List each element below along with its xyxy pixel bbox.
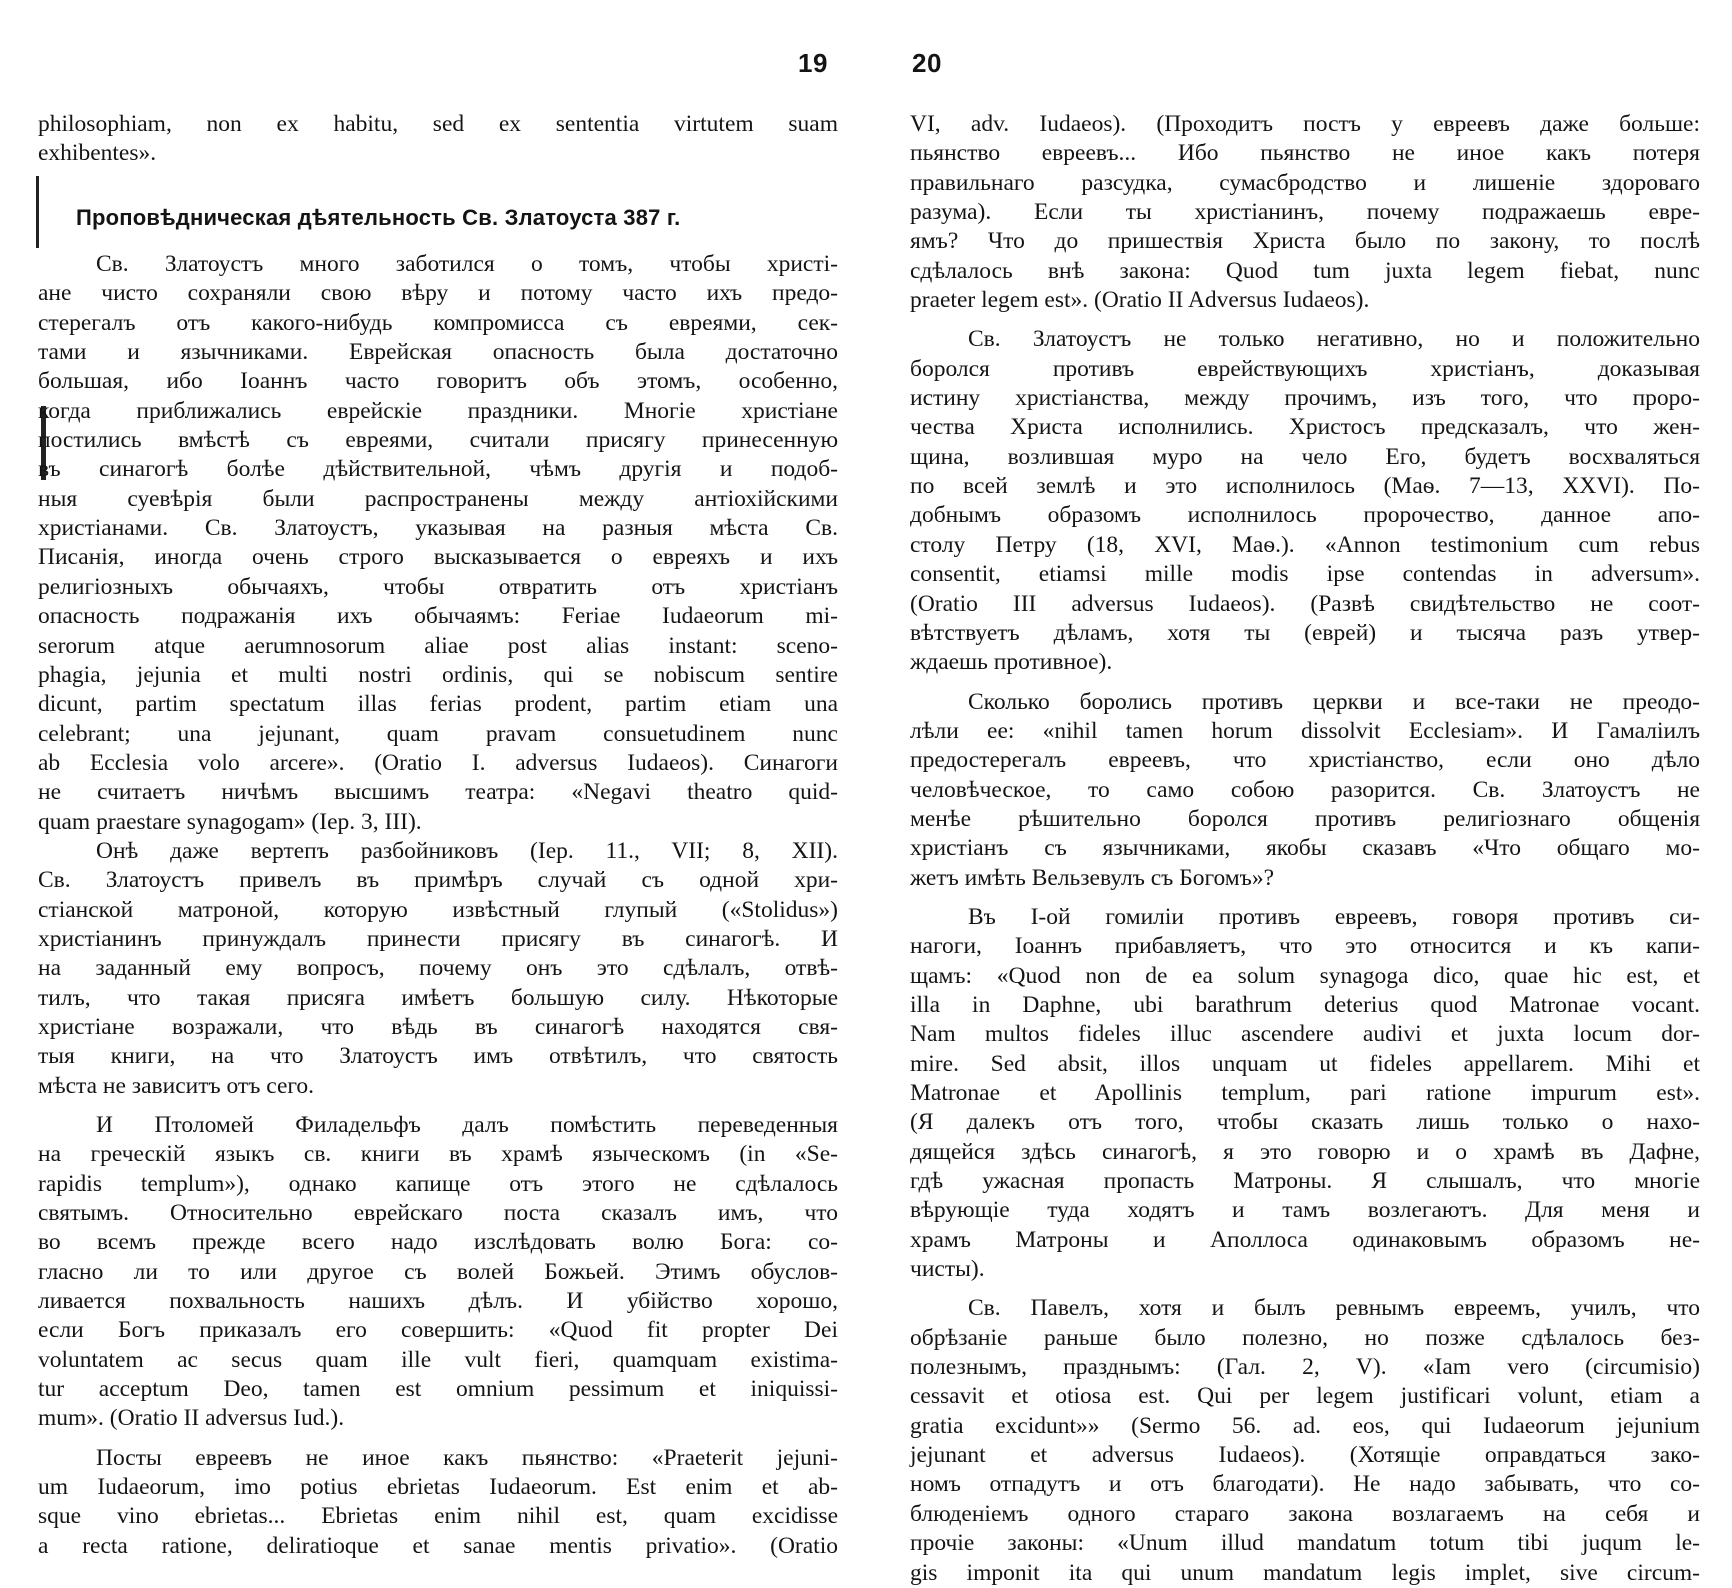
text-line: mire. Sed absit, illos unquam ut fideles appellarem. Mihi et — [910, 1050, 1700, 1077]
text-line: если Богъ приказалъ его совершить: «Quod fit propter Dei — [38, 1317, 838, 1344]
text-line: consentit, etiamsi mille modis ipse contendas in adversum». — [910, 561, 1700, 588]
text-line: ане чисто сохраняли свою вѣру и потому часто ихъ предо- — [38, 280, 838, 307]
text-line: гласно ли то или другое съ волей Божьей. Этимъ обуслов- — [38, 1258, 838, 1285]
text-line: во всемъ прежде всего надо изслѣдовать волю Бога: со- — [38, 1229, 838, 1256]
text-line: dicunt, partim spectatum illas ferias prodent, partim etiam una — [38, 691, 838, 718]
text-line: стiанской матроной, которую извѣстный глупый («Stolidus») — [38, 896, 838, 923]
text-line: нагоги, Iоаннъ прибавляетъ, что это относится и къ капи- — [910, 933, 1700, 960]
text-line: большая, ибо Iоаннъ часто говоритъ объ этомъ, особенно, — [38, 368, 838, 395]
text-line: (Я далекъ отъ того, чтобы сказать лишь только о нахо- — [910, 1109, 1700, 1136]
text-line: jejunant et adversus Iudaeos). (Хотящiе оправдаться зако- — [910, 1442, 1700, 1469]
text-line: Сколько боролись противъ церкви и все-таки не преодо- — [968, 688, 1700, 715]
text-line: христiанами. Св. Златоустъ, указывая на разныя мѣста Св. — [38, 515, 838, 542]
text-line: gratia excidunt»» (Sermo 56. ad. eos, qui Iudaeorum jejunium — [910, 1412, 1700, 1439]
text-line: обрѣзанiе раньше было полезно, но позже сдѣлалось без- — [910, 1324, 1700, 1351]
text-line: voluntatem ac secus quam ille vult fieri, quamquam existima- — [38, 1346, 838, 1373]
text-line: Св. Златоустъ не только негативно, но и положительно — [968, 326, 1700, 353]
text-line: правильнаго разсудка, сумасбродство и лишенiе здороваго — [910, 169, 1700, 196]
text-line: опасность подражанiя ихъ обычаямъ: Feriae Iudaeorum mi- — [38, 603, 838, 630]
text-line: вѣтствуетъ дѣламъ, хотя ты (еврей) и тысяча разъ утвер- — [910, 619, 1700, 646]
text-line: христiанъ съ язычниками, якобы сказавъ «Что общаго мо- — [910, 835, 1700, 862]
text-line: Matronae et Apollinis templum, pari ratione impurum est». — [910, 1080, 1700, 1106]
text-line: тилъ, что такая присяга имѣетъ большую силу. Нѣкоторые — [38, 984, 838, 1011]
text-line: celebrant; una jejunant, quam pravam consuetudinem nunc — [38, 720, 838, 747]
text-line: serorum atque aerumnosorum aliae post alias instant: sceno- — [38, 632, 838, 659]
text-line: боролся противъ еврействующихъ христiанъ, доказывая — [910, 355, 1700, 382]
text-line: Св. Златоустъ много заботился о томъ, чтобы христi- — [96, 251, 838, 278]
text-line: пьянство евреевъ... Ибо пьянство не иное какъ потеря — [910, 140, 1700, 167]
text-line: на греческiй языкъ св. книги въ храмѣ языческомъ (in «Se- — [38, 1141, 838, 1168]
text-line: святымъ. Относительно еврейскаго поста сказалъ имъ, что — [38, 1200, 838, 1227]
text-line: стерегалъ отъ какого-нибудь компромисса съ евреями, сек- — [38, 309, 838, 336]
text-line: mum». (Oratio II adversus Iud.). — [38, 1405, 345, 1432]
text-line: религiозныхъ обычаяхъ, чтобы отвратить отъ христiанъ — [38, 573, 838, 600]
text-line: Св. Павелъ, хотя и былъ ревнымъ евреемъ, училъ, что — [968, 1295, 1700, 1322]
text-line: въ синагогѣ болѣе дѣйствительной, чѣмъ другiя и подоб- — [38, 456, 838, 483]
text-line: sque vino ebrietas... Ebrietas enim nihil est, quam excidisse — [38, 1503, 838, 1530]
page-number-left: 19 — [798, 48, 828, 78]
text-line: Въ I-ой гомилiи противъ евреевъ, говоря противъ си- — [968, 903, 1700, 930]
text-line: по всей землѣ и это исполнилось (Маѳ. 7—13, XXVI). По- — [910, 473, 1700, 500]
text-line: щамъ: «Quod non de ea solum synagoga dico, quae hic est, et — [910, 962, 1700, 989]
text-line: тами и язычниками. Еврейская опасность была достаточно — [38, 339, 838, 366]
text-line: прочiе законы: «Unum illud mandatum totum tibi juqum le- — [910, 1530, 1700, 1557]
text-line: номъ отпадутъ и отъ благодати). Не надо забывать, что со- — [910, 1471, 1700, 1498]
text-line: блюденiемъ одного стараго закона возлагаемъ на себя и — [910, 1500, 1700, 1527]
text-line: дящейся здѣсь синагогѣ, я это говорю и о храмѣ въ Дафне, — [910, 1138, 1700, 1165]
text-line: предостерегалъ евреевъ, что христiанство, если оно дѣло — [910, 747, 1700, 774]
text-line: ливается похвальность нашихъ дѣлъ. И убiйство хорошо, — [38, 1288, 838, 1315]
text-line: (Oratio III adversus Iudaeos). (Развѣ свидѣтельство не соот- — [910, 590, 1700, 617]
text-line: a recta ratione, deliratioque et sanae mentis privatio». (Oratio — [38, 1532, 838, 1559]
text-line: когда приближались еврейскiе праздники. Многiе христiане — [38, 397, 838, 424]
text-line: чисты). — [910, 1256, 985, 1283]
text-line: человѣческое, то само собою разорится. Св. Златоустъ не — [910, 776, 1700, 803]
text-line: VI, adv. Iudaeos). (Проходитъ постъ у евреевъ даже больше: — [910, 111, 1700, 137]
text-line: христiанинъ принуждалъ принести присягу въ синагогѣ. И — [38, 925, 838, 952]
text-line: ныя суевѣрiя были распространены между антiохiйскими — [38, 485, 838, 512]
text-line: тыя книги, на что Златоустъ имъ отвѣтилъ, что святость — [38, 1043, 838, 1070]
text-line: христiане возражали, что вѣдь въ синагогѣ находятся свя- — [38, 1013, 838, 1040]
text-line: ямъ? Что до пришествiя Христа было по закону, то послѣ — [910, 228, 1700, 255]
text-line: истину христiанства, между прочимъ, изъ того, что проро- — [910, 385, 1700, 412]
text-line: Nam multos fideles illuc ascendere audivi et juxta locum dor- — [910, 1021, 1700, 1048]
page-number-right: 20 — [912, 48, 942, 78]
text-line: Св. Златоустъ привелъ въ примѣръ случай съ одной хри- — [38, 867, 838, 894]
text-line: И Птоломей Филадельфъ далъ помѣстить переведенныя — [96, 1112, 838, 1138]
text-line: Писанiя, иногда очень строго высказывается о евреяхъ и ихъ — [38, 544, 838, 571]
text-line: щина, возлившая муро на чело Его, будетъ восхваляться — [910, 443, 1700, 470]
text-line: rapidis templum»), однако капище отъ этого не сдѣлалось — [38, 1170, 838, 1197]
right-page-column — [910, 110, 1700, 1588]
text-line: на заданный ему вопросъ, почему онъ это сдѣлалъ, отвѣ- — [38, 955, 838, 982]
text-line: ждаешь противное). — [910, 649, 1113, 676]
section-heading: Проповѣдническая дѣятельность Св. Златоуста 387 г. — [76, 204, 681, 230]
text-line: добнымъ образомъ исполнилось пророчество, данное апо- — [910, 502, 1700, 529]
text-line: Посты евреевъ не иное какъ пьянство: «Praeterit jejuni- — [96, 1444, 838, 1471]
text-line: illa in Daphne, ubi barathrum deterius quod Matronae vocant. — [910, 991, 1700, 1018]
text-line: phagia, jejunia et multi nostri ordinis, qui se nobiscum sentire — [38, 661, 838, 688]
text-line: менѣе рѣшительно боролся противъ религiознаго общенiя — [910, 805, 1700, 832]
text-line: гдѣ ужасная пропасть Матроны. Я слышалъ, что многiе — [910, 1168, 1700, 1195]
text-line: не считаетъ ничѣмъ высшимъ театра: «Negavi theatro quid- — [38, 779, 838, 806]
text-line: жетъ имѣть Вельзевулъ съ Богомъ»? — [910, 864, 1275, 891]
text-line: сдѣлалось внѣ закона: Quod tum juxta legem fiebat, nunc — [910, 257, 1700, 284]
text-line: um Iudaeorum, imo potius ebrietas Iudaeorum. Est enim et ab- — [38, 1474, 838, 1501]
text-line: храмъ Матроны и Аполлоса одинаковымъ образомъ не- — [910, 1226, 1700, 1253]
text-line: разума). Если ты христiанинъ, почему подражаешь евре- — [910, 199, 1700, 226]
text-line: мѣста не зависитъ отъ сего. — [38, 1072, 315, 1099]
text-line: столу Петру (18, XVI, Маѳ.). «Annon testimonium cum rebus — [910, 531, 1700, 558]
text-line: Онѣ даже вертепъ разбойниковъ (Iep. 11., VII; 8, XII). — [96, 837, 838, 864]
text-line: praeter legem est». (Oratio II Adversus Iudaeos). — [910, 287, 1370, 314]
text-line: лѣли ее: «nihil tamen horum dissolvit Ecclesiam». И Гамалiилъ — [910, 717, 1700, 744]
text-line: полезнымъ, празднымъ: (Гал. 2, V). «Iam vero (circumisio) — [910, 1354, 1700, 1381]
text-line: ab Ecclesia volo arcere». (Oratio I. adversus Iudaeos). Синагоги — [38, 749, 838, 776]
text-line: вѣрующiе туда ходятъ и тамъ возлегаютъ. Для меня и — [910, 1197, 1700, 1224]
text-line: philosophiam, non ex habitu, sed ex sententia virtutem suam — [38, 111, 838, 137]
left-page-column — [38, 110, 838, 1561]
text-line: quam praestare synagogam» (Iep. 3, III). — [38, 808, 422, 835]
text-line: чества Христа исполнились. Христосъ предсказалъ, что жен- — [910, 414, 1700, 441]
text-line: tur acceptum Deo, tamen est omnium pessimum et iniquissi- — [38, 1376, 838, 1403]
text-line: постились вмѣстѣ съ евреями, считали присягу принесенную — [38, 427, 838, 454]
text-line: gis imponit ita qui unum mandatum legis implet, sive circum- — [910, 1559, 1700, 1586]
text-line: cessavit et otiosa est. Qui per legem justificari volunt, etiam a — [910, 1383, 1700, 1410]
text-line: exhibentes». — [38, 140, 157, 167]
